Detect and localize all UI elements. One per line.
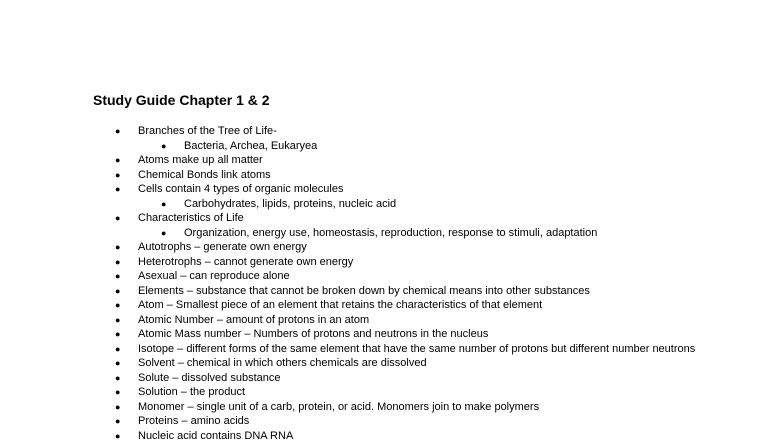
bullet-icon: ● <box>161 139 166 154</box>
list-item-text: Nucleic acid contains DNA RNA <box>138 429 293 443</box>
list-item-text: Solution – the product <box>138 385 245 400</box>
list-item-text: Atoms make up all matter <box>138 153 263 168</box>
bullet-icon: ● <box>115 153 120 168</box>
list-item-text: Monomer – single unit of a carb, protein, or acid. Monomers join to make polymers <box>138 400 539 415</box>
bullet-icon: ● <box>115 298 120 313</box>
list-item-text: Solute – dissolved substance <box>138 371 280 386</box>
list-item-text: Chemical Bonds link atoms <box>138 168 271 183</box>
list-item-text: Atomic Number – amount of protons in an atom <box>138 313 369 328</box>
bullet-icon: ● <box>115 400 120 415</box>
list-item-text: Autotrophs – generate own energy <box>138 240 307 255</box>
bullet-icon: ● <box>115 342 120 357</box>
bullet-icon: ● <box>115 356 120 371</box>
bullet-icon: ● <box>115 124 120 139</box>
bullet-icon: ● <box>115 414 120 429</box>
list-item-text: Bacteria, Archea, Eukaryea <box>184 139 317 154</box>
bullet-icon: ● <box>115 327 120 342</box>
list-item-text: Isotope – different forms of the same element that have the same number of protons but different number neutrons <box>138 342 695 357</box>
bullet-icon: ● <box>115 269 120 284</box>
list-item-text: Characteristics of Life <box>138 211 244 226</box>
list-item-text: Atom – Smallest piece of an element that retains the characteristics of that element <box>138 298 542 313</box>
bullet-icon: ● <box>115 255 120 270</box>
bullet-icon: ● <box>115 182 120 197</box>
bullet-icon: ● <box>161 197 166 212</box>
bullet-icon: ● <box>115 385 120 400</box>
bullet-icon: ● <box>115 240 120 255</box>
list-item-text: Carbohydrates, lipids, proteins, nucleic acid <box>184 197 396 212</box>
bullet-icon: ● <box>115 211 120 226</box>
list-item-text: Branches of the Tree of Life- <box>138 124 277 139</box>
list-item-text: Elements – substance that cannot be broken down by chemical means into other substances <box>138 284 590 299</box>
document-title: Study Guide Chapter 1 & 2 <box>93 92 270 108</box>
list-item-text: Heterotrophs – cannot generate own energy <box>138 255 353 270</box>
list-item-text: Solvent – chemical in which others chemicals are dissolved <box>138 356 427 371</box>
list-item-text: Cells contain 4 types of organic molecules <box>138 182 343 197</box>
list-item-text: Organization, energy use, homeostasis, reproduction, response to stimuli, adaptation <box>184 226 597 241</box>
bullet-icon: ● <box>161 226 166 241</box>
list-item-text: Atomic Mass number – Numbers of protons and neutrons in the nucleus <box>138 327 488 342</box>
bullet-icon: ● <box>115 168 120 183</box>
list-item-text: Proteins – amino acids <box>138 414 249 429</box>
bullet-icon: ● <box>115 429 120 443</box>
bullet-icon: ● <box>115 284 120 299</box>
bullet-icon: ● <box>115 371 120 386</box>
bullet-icon: ● <box>115 313 120 328</box>
list-item-text: Asexual – can reproduce alone <box>138 269 290 284</box>
